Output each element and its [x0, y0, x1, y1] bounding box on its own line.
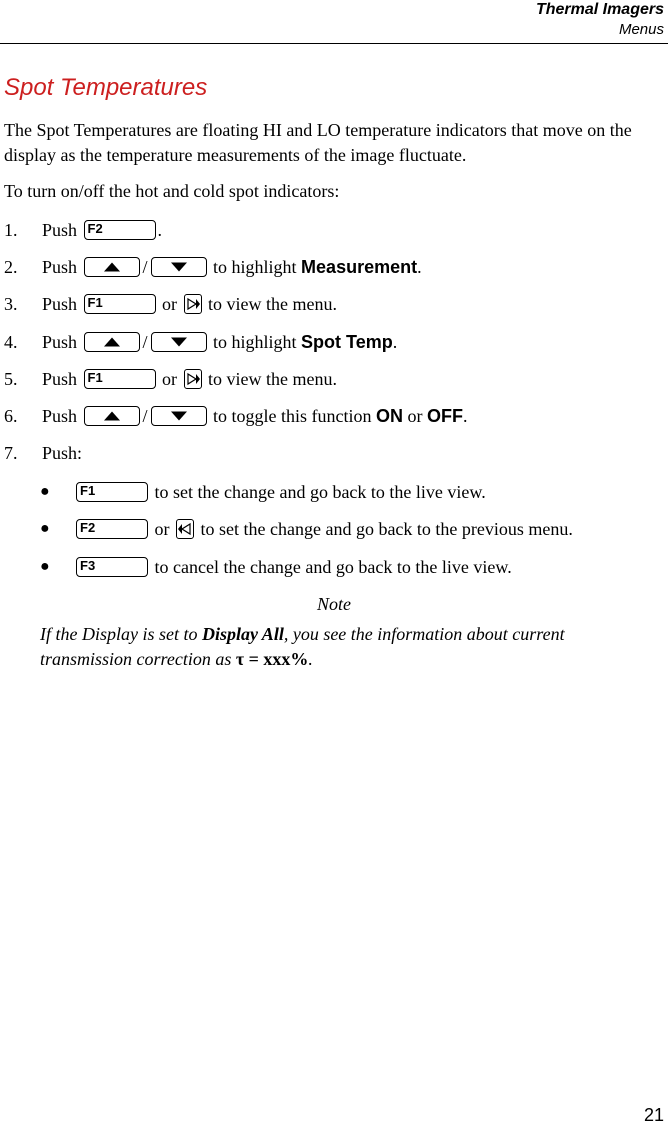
page-number: 21	[643, 1105, 664, 1125]
intro-paragraph: The Spot Temperatures are floating HI and LO temperature indicators that move on the display as the temperature measurements of the image fluctuate.	[4, 120, 632, 165]
spot-temp-label: Spot Temp	[301, 332, 393, 352]
step-number: 2.	[4, 257, 18, 277]
step-end: .	[463, 406, 468, 426]
note-text-mid: , you see the information about current transmission correction as	[40, 624, 565, 669]
step-end: .	[392, 332, 398, 352]
bullet-icon: ●	[40, 483, 50, 500]
f3-key: F3	[76, 557, 148, 577]
step-end: .	[417, 257, 422, 277]
bullet-item-2	[40, 517, 573, 541]
instruction-paragraph: To turn on/off the hot and cold spot indicators:	[4, 181, 340, 201]
note-body	[40, 622, 640, 672]
right-nav-key	[184, 369, 202, 389]
header-subtitle: Menus	[618, 21, 664, 38]
step-text: to highlight	[213, 332, 297, 352]
right-arrow-icon	[186, 297, 200, 311]
step-6: 6. Push / to toggle this function ON or OFF .	[4, 406, 468, 426]
bullet-text: to cancel the change and go back to the live view.	[154, 557, 512, 577]
step-or: or	[162, 294, 178, 314]
step-1	[4, 218, 162, 242]
step-7	[4, 441, 82, 465]
down-arrow-icon	[171, 412, 187, 421]
step-or: or	[407, 406, 423, 426]
step-end: .	[157, 220, 163, 240]
up-arrow-key	[84, 332, 140, 352]
step-text: to view the menu.	[208, 294, 337, 314]
header-title: Thermal Imagers	[535, 1, 664, 18]
step-text: to toggle this function	[213, 406, 372, 426]
note-formula: τ = xxx%	[235, 649, 309, 669]
step-push-text: Push	[42, 369, 78, 389]
up-arrow-key	[84, 406, 140, 426]
right-nav-key	[184, 294, 202, 314]
up-arrow-icon	[104, 412, 120, 421]
f1-key: F1	[76, 482, 148, 502]
step-number: 3.	[4, 294, 18, 314]
step-push-text: Push	[42, 257, 78, 277]
up-arrow-icon	[104, 263, 120, 272]
left-nav-key	[176, 519, 194, 539]
bullet-icon: ●	[40, 520, 50, 537]
up-arrow-icon	[104, 338, 120, 347]
note-title: Note	[317, 594, 351, 614]
bullet-item-1	[40, 480, 486, 504]
step-push-text: Push	[42, 220, 78, 240]
note-text-end: .	[308, 649, 313, 669]
on-label: ON	[376, 406, 404, 426]
bullet-text: to set the change and go back to the previous menu.	[200, 519, 573, 539]
step-4: 4. Push / to highlight Spot Temp .	[4, 332, 398, 352]
step-number: 6.	[4, 406, 18, 426]
step-number: 7.	[4, 443, 18, 463]
off-label: OFF	[427, 406, 464, 426]
f1-key: F1	[84, 294, 156, 314]
step-5	[4, 367, 337, 391]
bullet-text: to set the change and go back to the live view.	[154, 482, 486, 502]
step-push-text: Push	[42, 406, 78, 426]
right-arrow-icon	[186, 372, 200, 386]
down-arrow-key	[151, 406, 207, 426]
up-arrow-key	[84, 257, 140, 277]
step-text: to view the menu.	[208, 369, 337, 389]
step-text: to highlight	[213, 257, 297, 277]
note-emphasis: Display All	[201, 624, 284, 644]
note-text-pre: If the Display is set to	[40, 624, 202, 644]
down-arrow-icon	[171, 338, 187, 347]
step-number: 1.	[4, 220, 18, 240]
step-push-text: Push	[42, 332, 78, 352]
f1-key: F1	[84, 369, 156, 389]
f2-key: F2	[76, 519, 148, 539]
down-arrow-key	[151, 332, 207, 352]
header-rule	[0, 43, 668, 44]
down-arrow-icon	[171, 263, 187, 272]
step-3	[4, 292, 337, 316]
step-number: 5.	[4, 369, 18, 389]
bullet-icon: ●	[40, 558, 50, 575]
step-2: 2. Push / to highlight Measurement .	[4, 257, 422, 277]
section-title: Spot Temperatures	[4, 74, 208, 101]
measurement-label: Measurement	[301, 257, 418, 277]
bullet-or: or	[154, 519, 170, 539]
f2-key: F2	[84, 220, 156, 240]
running-header	[536, 0, 664, 40]
step-push-text: Push:	[42, 443, 83, 463]
step-or: or	[162, 369, 178, 389]
step-push-text: Push	[42, 294, 78, 314]
bullet-item-3	[40, 555, 512, 579]
down-arrow-key	[151, 257, 207, 277]
step-number: 4.	[4, 332, 18, 352]
left-arrow-icon	[178, 522, 192, 536]
